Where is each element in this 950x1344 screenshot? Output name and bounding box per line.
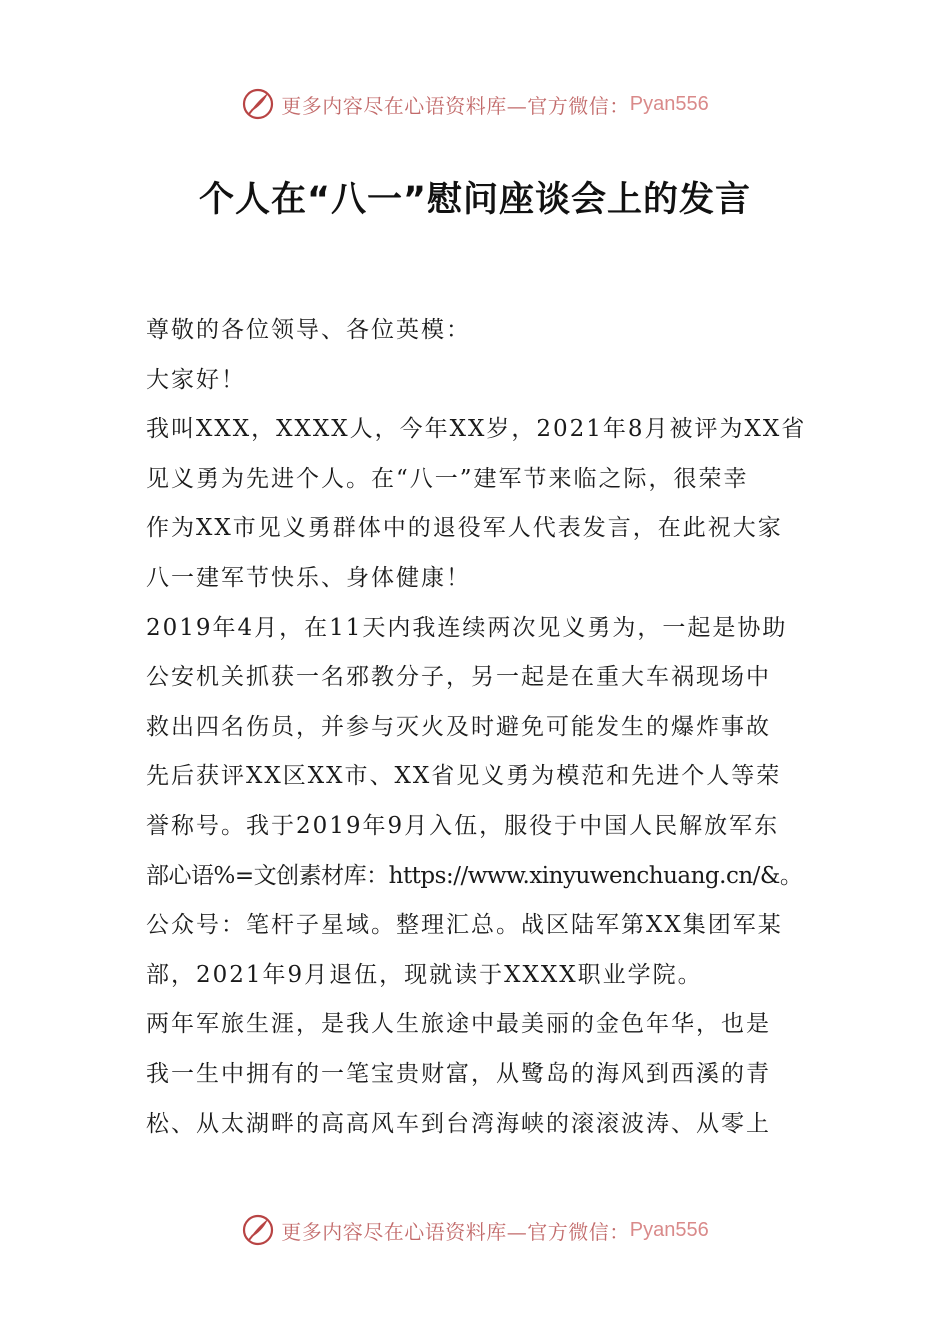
text-line: 我一生中拥有的一笔宝贵财富，从鹭岛的海风到西溪的青 xyxy=(146,1060,771,1087)
document-body xyxy=(146,306,810,1149)
document-title: 个人在“八一”慰问座谈会上的发言 xyxy=(198,180,751,220)
paragraph xyxy=(146,1000,810,1149)
text-line: 部心语%=文创素材库：https://www.xinyuwenchuang.cn/&。 xyxy=(146,862,803,889)
text-line: 八一建军节快乐、身体健康！ xyxy=(146,564,471,591)
banner-wechat-id: Pyan556 xyxy=(629,92,709,115)
footer-watermark-banner xyxy=(0,1210,950,1250)
paragraph xyxy=(146,306,810,356)
text-line: 尊敬的各位领导、各位英模： xyxy=(146,317,471,343)
header-watermark-banner xyxy=(0,84,950,124)
text-line: 松、从太湖畔的高高风车到台湾海峡的滚滚波涛、从零上 xyxy=(146,1110,771,1137)
text-line: 先后获评XX区XX市、XX省见义勇为模范和先进个人等荣 xyxy=(146,763,782,790)
banner-text: 更多内容尽在心语资料库—官方微信： xyxy=(281,93,630,118)
text-line: 救出四名伤员，并参与灭火及时避免可能发生的爆炸事故 xyxy=(146,713,771,740)
quill-logo-icon xyxy=(241,87,275,121)
quill-logo-icon xyxy=(241,1213,275,1247)
text-line: 誉称号。我于2019年9月入伍，服役于中国人民解放军东 xyxy=(146,812,780,839)
text-line: 大家好！ xyxy=(146,366,246,393)
text-line: 见义勇为先进个人。在“八一”建军节来临之际，很荣幸 xyxy=(146,465,749,492)
text-line: 2019年4月，在11天内我连续两次见义勇为，一起是协助 xyxy=(146,614,788,641)
banner-text: 更多内容尽在心语资料库—官方微信： xyxy=(281,1219,630,1244)
text-line: 我叫XXX，XXXX人，今年XX岁，2021年8月被评为XX省 xyxy=(146,416,807,443)
banner-wechat-id: Pyan556 xyxy=(629,1218,709,1241)
text-line: 公安机关抓获一名邪教分子，另一起是在重大车祸现场中 xyxy=(146,664,771,691)
text-line: 作为XX市见义勇群体中的退役军人代表发言，在此祝大家 xyxy=(146,515,783,542)
paragraph xyxy=(146,405,810,603)
text-line: 部，2021年9月退伍，现就读于XXXX职业学院。 xyxy=(146,961,703,988)
paragraph xyxy=(146,604,810,1001)
text-line: 公众号：笔杆子星域。整理汇总。战区陆军第XX集团军某 xyxy=(146,912,783,939)
paragraph xyxy=(146,356,810,406)
text-line: 两年军旅生涯，是我人生旅途中最美丽的金色年华，也是 xyxy=(146,1011,771,1038)
